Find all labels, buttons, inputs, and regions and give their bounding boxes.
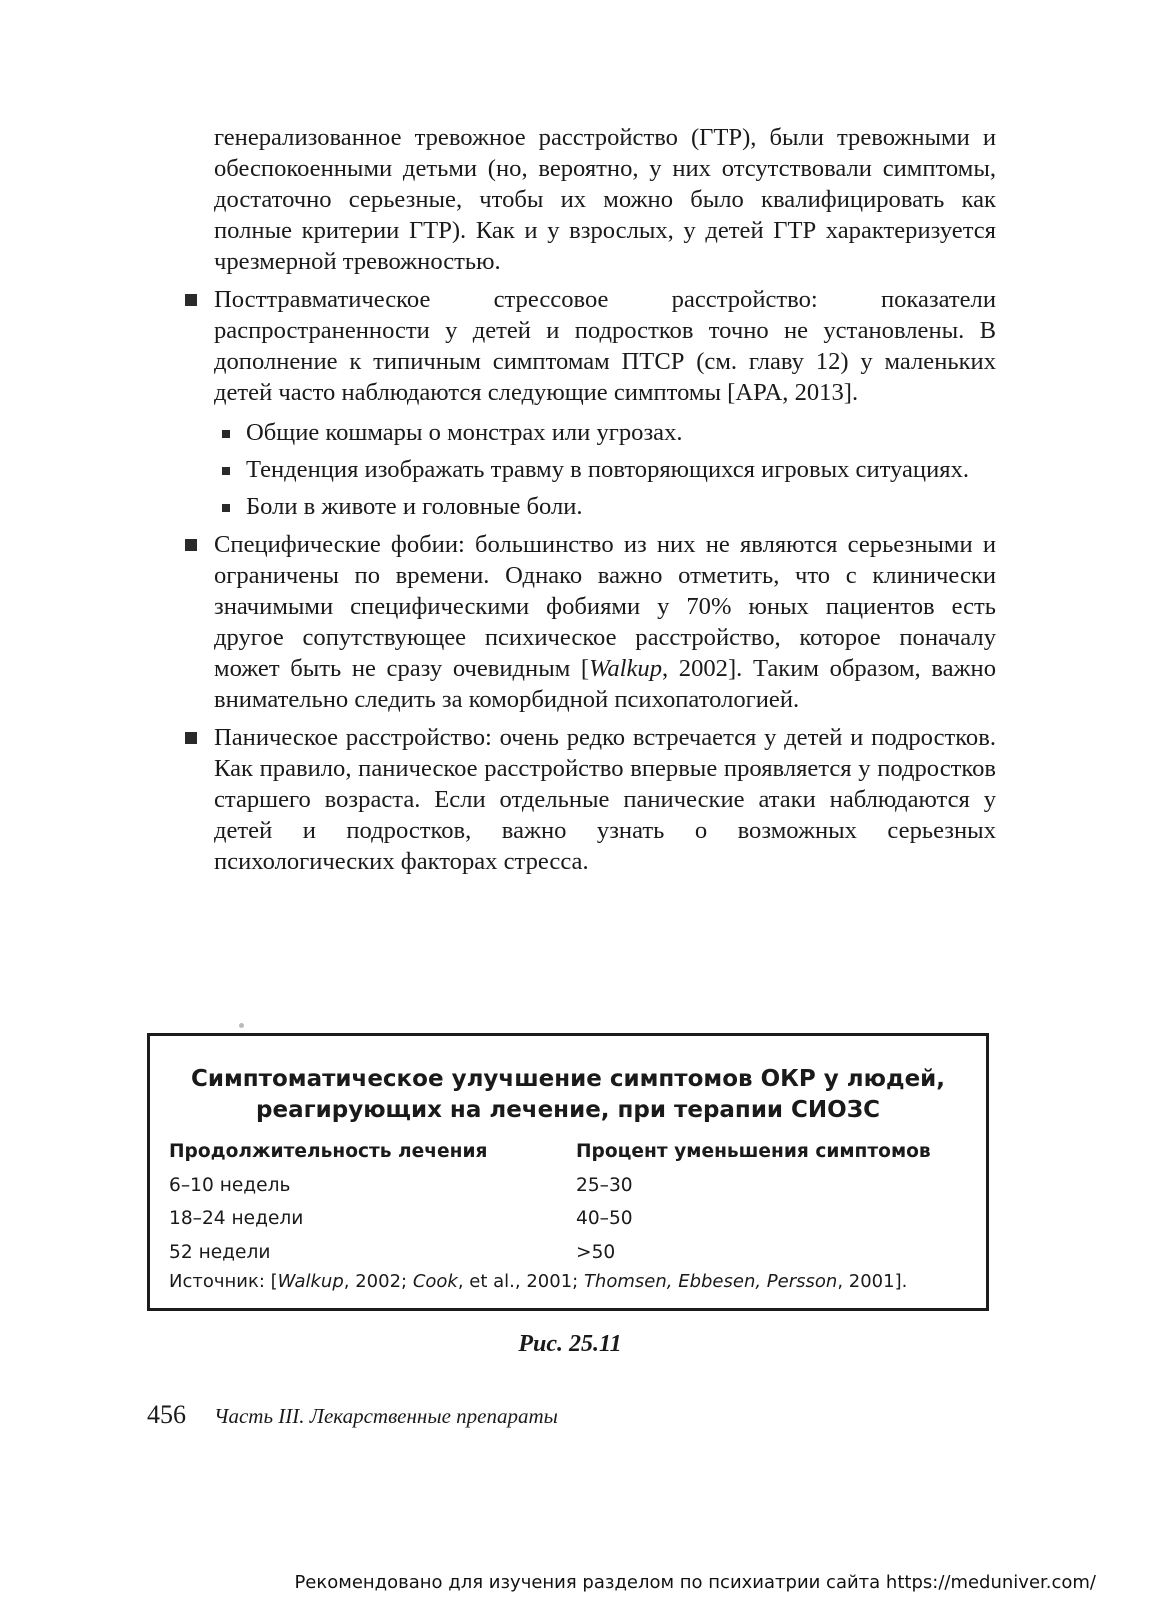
table-row: [169, 1236, 969, 1270]
square-bullet-icon: [185, 294, 197, 306]
panic-text: Паническое расстройство: очень редко встречается у детей и подростков. Как правило, паническое расстройство впервые проявляется у подростков старшего возраста. Если отдельные панические атаки наблюдаются у детей и подростков, важно узнать о возможных серьезных психологических факторах стресса.: [214, 724, 996, 875]
small-square-bullet-icon: [222, 430, 230, 438]
page-number: 456: [147, 1400, 186, 1429]
square-bullet-icon: [185, 539, 197, 551]
symptom-text: Боли в животе и головные боли.: [246, 493, 583, 520]
column-header-percent: Процент уменьшения симптомов: [576, 1141, 931, 1162]
running-title: Часть III. Лекарственные препараты: [214, 1404, 558, 1428]
cell-duration: 6–10 недель: [169, 1174, 291, 1196]
sub-list-item: [246, 417, 996, 448]
ptsd-symptom-list: [150, 417, 996, 522]
source-author: Thomsen, Ebbesen, Persson: [583, 1271, 838, 1292]
sub-list-item: [246, 454, 996, 485]
symptom-text: Тенденция изображать травму в повторяющихся игровых ситуациях.: [246, 456, 970, 483]
symptom-text: Общие кошмары о монстрах или угрозах.: [246, 419, 683, 446]
continuation-paragraph: генерализованное тревожное расстройство (ГТР), были тревожными и обеспокоенными детьми (но, вероятно, у них отсутствовали симптомы, достаточно серьезные, чтобы их можно было квалифицировать как полные критерии ГТР). Как и у взрослых, у детей ГТР характеризуется чрезмерной тревожностью.: [214, 124, 996, 275]
print-speck: [239, 1023, 244, 1028]
table-row: [169, 1169, 969, 1203]
cell-percent: >50: [576, 1241, 616, 1263]
cell-percent: 40–50: [576, 1208, 633, 1229]
watermark-text: Рекомендовано для изучения разделом по психиатрии сайта https://meduniver.com/: [294, 1572, 1096, 1593]
small-square-bullet-icon: [222, 504, 230, 512]
table-header: [169, 1135, 969, 1169]
list-item-panic: [214, 722, 996, 877]
table-row: [169, 1202, 969, 1236]
figure-caption: Рис. 25.11: [518, 1331, 622, 1357]
square-bullet-icon: [185, 732, 197, 744]
box-title: Симптоматическое улучшение симптомов ОКР у людей, реагирующих на лечение, при терапии СИОЗС: [190, 1066, 946, 1123]
figure-box: [147, 1033, 989, 1311]
data-table: [169, 1135, 969, 1269]
page-footer: [147, 1400, 558, 1430]
ptsd-text: Посттравматическое стрессовое расстройство: показатели распространенности у детей и подростков точно не установлены. В дополнение к типичным симптомам ПТСР (см. главу 12) у маленьких детей часто наблюдаются следующие симптомы [APA, 2013].: [214, 286, 996, 406]
cell-duration: 18–24 недели: [169, 1208, 304, 1229]
list-item-phobias: [214, 529, 996, 715]
citation-author: Walkup: [589, 655, 662, 682]
main-text: [150, 122, 996, 877]
small-square-bullet-icon: [222, 467, 230, 475]
phobias-text: Специфические фобии: большинство из них не являются серьезными и ограничены по времени. Однако важно отметить, что с клинически значимыми специфическими фобиями у 70% юных пациентов есть другое сопутствующее психическое расстройство, которое поначалу может быть не сразу очевидным [Walkup, 2002]. Таким образом, важно внимательно следить за коморбидной психопатологией.: [214, 531, 996, 713]
list-item-ptsd: [214, 284, 996, 408]
sub-list-item: [246, 491, 996, 522]
cell-duration: 52 недели: [169, 1241, 271, 1263]
column-header-duration: Продолжительность лечения: [169, 1141, 488, 1162]
source-author: Cook: [412, 1271, 458, 1292]
source-author: Walkup: [277, 1271, 344, 1292]
cell-percent: 25–30: [576, 1174, 633, 1196]
source-line: Источник: [Walkup, 2002; Cook, et al., 2001; Thomsen, Ebbesen, Persson, 2001].: [169, 1271, 908, 1292]
